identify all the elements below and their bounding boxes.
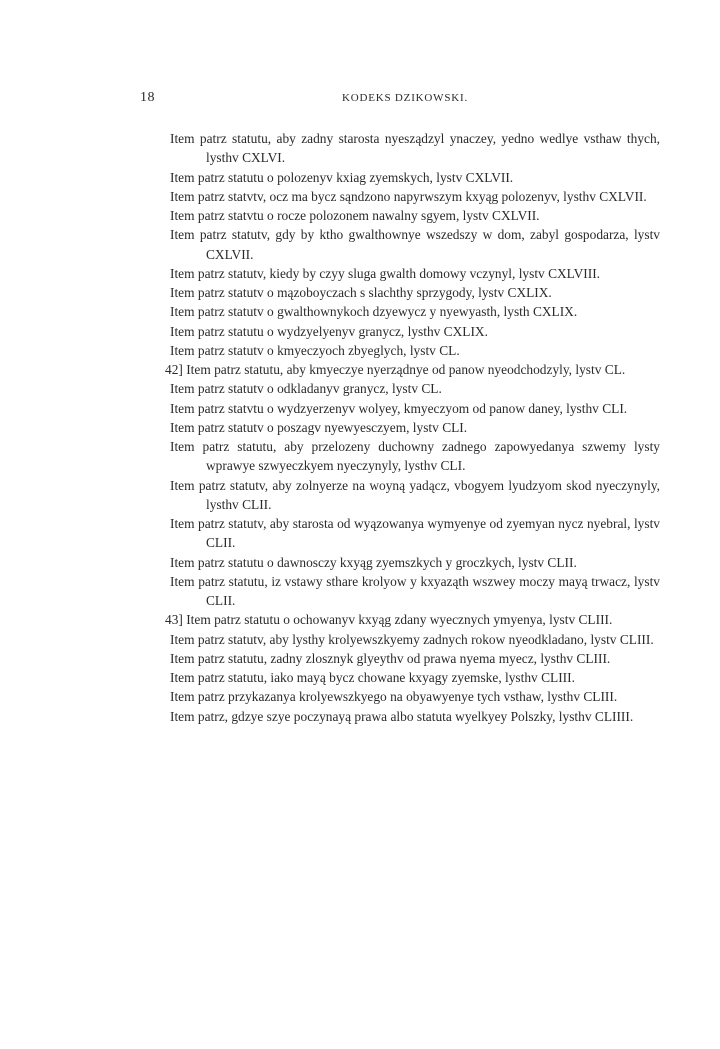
index-entry: 43] Item patrz statutu o ochowanyv kxyąg zdany wyecznych ymyenya, lystv CLIII.	[165, 612, 613, 628]
index-entry: Item patrz statutu, zadny zlosznyk glyeythv od prawa nyema myecz, lysthv CLIII.	[170, 650, 611, 666]
index-entry: Item patrz statutv o odkladanyv granycz, lystv CL.	[170, 381, 442, 397]
index-entry: Item patrz statutu, aby przelozeny duchowny zadnego zapowyedanya szwemy lysty wprawye szwyeczkyem nyeczynyly, lysthv CLI.	[170, 439, 660, 474]
index-entry: Item patrz statutv, gdy by ktho gwalthownye wszedszy w dom, zabyl gospodarza, lystv CXLVII.	[170, 227, 660, 262]
index-entry: Item patrz statutv, aby starosta od wyązowanya wymyenye od zyemyan nycz nyebral, lystv CLII.	[170, 516, 660, 551]
index-entry: 42] Item patrz statutu, aby kmyeczye nyerządnye od panow nyeodchodzyly, lystv CL.	[165, 362, 626, 377]
running-title: KODEKS DZIKOWSKI.	[341, 92, 469, 104]
index-entry: Item patrz statutu o wydzyelyenyv granycz, lysthv CXLIX.	[170, 323, 488, 339]
index-entry: Item patrz statutu, iako mayą bycz chowane kxyagy zyemske, lysthv CLIII.	[170, 670, 575, 685]
index-entry: Item patrz statutu o dawnosczy kxyąg zyemszkych y groczkych, lystv CLII.	[170, 554, 577, 570]
index-entry: Item patrz statvtv, ocz ma bycz sąndzono napyrwszym kxyąg polozenyv, lysthv CXLVII.	[170, 188, 647, 204]
index-entry: Item patrz statvtu o rocze polozonem nawalny sgyem, lystv CXLVII.	[170, 208, 540, 223]
index-entry: Item patrz statutv o poszagv nyewyesczyem, lystv CLI.	[170, 419, 468, 435]
index-entries	[165, 129, 660, 726]
index-entry: Item patrz statvtu o wydzyerzenyv wolyey, kmyeczyom od panow daney, lysthv CLI.	[170, 400, 628, 416]
index-entry: Item patrz statutu o polozenyv kxiag zyemskych, lystv CXLVII.	[170, 169, 514, 185]
index-entry: Item patrz statutv, aby lysthy krolyewszkyemy zadnych rokow nyeodkladano, lystv CLIII.	[170, 631, 654, 647]
index-entry: Item patrz statutu, aby zadny starosta nyesządzyl ynaczey, yedno wedlye vsthaw thych, lysthv CXLVI.	[170, 131, 660, 166]
index-entry: Item patrz statutv, aby zolnyerze na woyną yadącz, vbogyem lyudzyom skod nyeczynyly, lysthv CLII.	[170, 477, 660, 512]
page-number: 18	[140, 90, 155, 105]
index-entry: Item patrz statutv, kiedy by czyy sluga gwalth domowy vczynyl, lystv CXLVIII.	[170, 265, 601, 281]
index-entry: Item patrz, gdzye szye poczynayą prawa albo statuta wyelkyey Polszky, lysthv CLIIII.	[170, 708, 634, 724]
index-entry: Item patrz przykazanya krolyewszkyego na obyawyenye tych vsthaw, lysthv CLIII.	[170, 689, 618, 705]
index-entry: Item patrz statutv o mązoboyczach s slachthy sprzygody, lystv CXLIX.	[170, 285, 552, 300]
index-entry: Item patrz statutu, iz vstawy sthare krolyow y kxyaząth wszwey moczy mayą trwacz, lystv CLII.	[170, 573, 660, 608]
index-entry: Item patrz statutv o kmyeczyoch zbyeglych, lystv CL.	[170, 342, 460, 358]
running-head	[140, 90, 670, 112]
index-entry: Item patrz statutv o gwalthownykoch dzyewycz y nyewyasth, lysth CXLIX.	[170, 304, 578, 320]
